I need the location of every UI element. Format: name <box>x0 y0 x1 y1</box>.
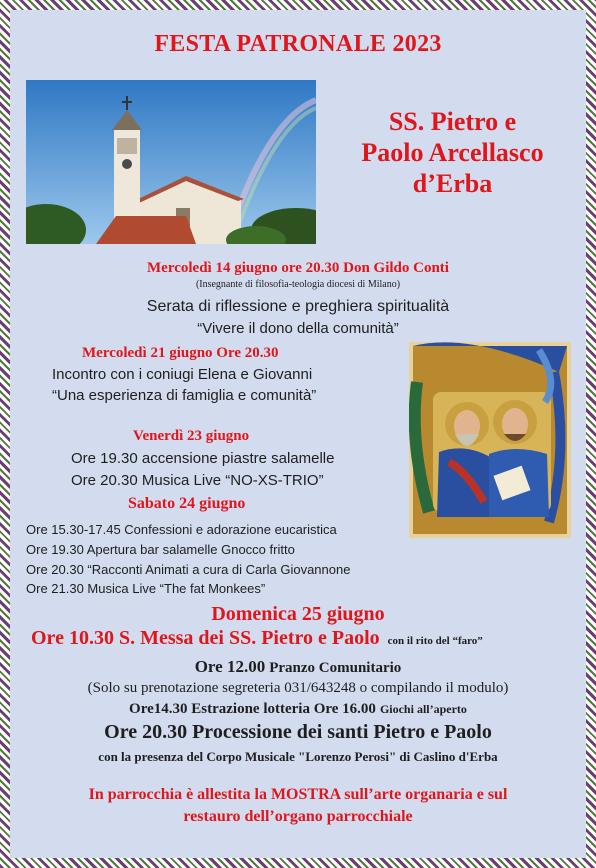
event1-description: Serata di riflessione e preghiera spiritualità <box>146 298 450 315</box>
poster-title: FESTA PATRONALE 2023 <box>154 31 442 57</box>
event5-lottery-text: Ore14.30 Estrazione lotteria Ore 16.00 <box>129 701 376 717</box>
event2-description: Incontro con i coniugi Elena e Giovanni <box>52 366 313 383</box>
event5-lunch-title: Pranzo Comunitario <box>269 660 402 676</box>
event5-heading: Domenica 25 giugno <box>211 603 385 625</box>
event5-lunch-note: (Solo su prenotazione segreteria 031/643248 o compilando il modulo) <box>87 680 509 696</box>
event4-line3: Ore 20.30 “Racconti Animati a cura di Carla Giovannone <box>26 562 351 577</box>
event1-theme: “Vivere il dono della comunità” <box>197 320 399 337</box>
church-name-line3: d’Erba <box>412 169 493 198</box>
event3-line2: Ore 20.30 Musica Live “NO-XS-TRIO” <box>71 472 324 489</box>
event4-line4: Ore 21.30 Musica Live “The fat Monkees” <box>26 581 266 596</box>
event1-heading: Mercoledì 14 giugno ore 20.30 Don Gildo Conti <box>147 260 449 276</box>
event2-heading: Mercoledì 21 giugno Ore 20.30 <box>82 345 279 361</box>
event4-line2: Ore 19.30 Apertura bar salamelle Gnocco fritto <box>26 542 295 557</box>
event5-mass-title: Ore 10.30 S. Messa dei SS. Pietro e Paolo <box>31 627 380 649</box>
footer-exhibit-line1: In parrocchia è allestita la MOSTRA sull’arte organaria e sul <box>88 786 508 803</box>
church-name-line2: Paolo Arcellasco <box>361 138 544 167</box>
event3-heading: Venerdì 23 giugno <box>133 428 250 444</box>
event5-games: Giochi all’aperto <box>379 702 467 716</box>
event5-mass <box>31 627 483 650</box>
event5-lottery <box>0 700 596 718</box>
event5-procession: Ore 20.30 Processione dei santi Pietro e Paolo <box>104 721 492 743</box>
event5-mass-note: con il rito del “faro” <box>387 635 483 647</box>
church-name-line1: SS. Pietro e <box>388 107 517 136</box>
church-photo <box>26 80 316 244</box>
church-name <box>320 106 585 199</box>
footer-exhibit-line2: restauro dell’organo parrocchiale <box>183 808 413 825</box>
event5-band: con la presenza del Corpo Musicale "Lorenzo Perosi" di Caslino d'Erba <box>98 749 498 764</box>
event4-heading: Sabato 24 giugno <box>128 495 246 512</box>
event1-speaker-note: (Insegnante di filosofia-teologia diocesi di Milano) <box>195 279 401 290</box>
event3-line1: Ore 19.30 accensione piastre salamelle <box>71 450 335 467</box>
event5-lunch-time: Ore 12.00 <box>194 657 266 676</box>
saints-painting <box>409 342 571 538</box>
event2-theme: “Una esperienza di famiglia e comunità” <box>52 387 317 404</box>
event5-lunch <box>0 657 596 677</box>
event4-line1: Ore 15.30-17.45 Confessioni e adorazione eucaristica <box>26 522 337 537</box>
